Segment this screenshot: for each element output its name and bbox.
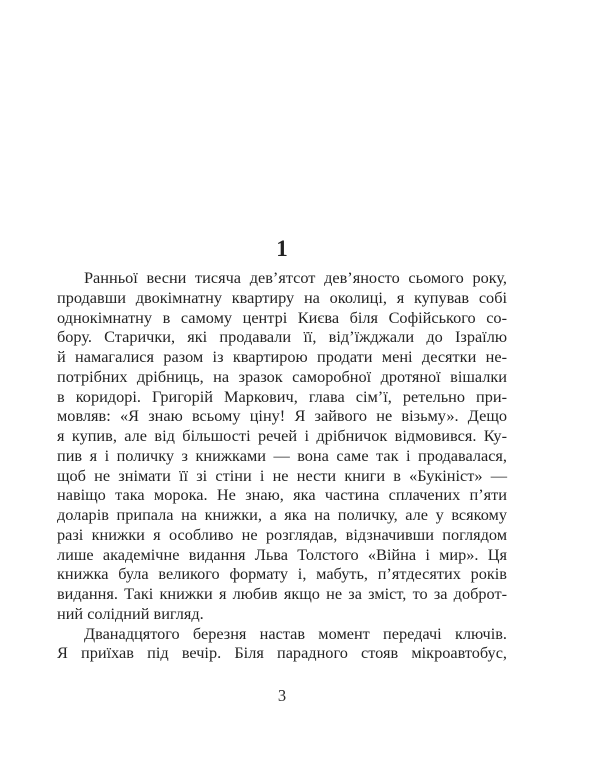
text-line: я купив, але від більшості речей і дрібничок відмовився. Ку- bbox=[57, 426, 507, 445]
text-block bbox=[57, 268, 507, 663]
text-line: потрібних дрібниць, на зразок саморобної дротяної вішалки bbox=[57, 366, 507, 386]
text-line: лише академічне видання Льва Толстого «Війна і мир». Ця bbox=[57, 544, 507, 564]
text-line: Дванадцятого березня настав момент передачі ключів. bbox=[84, 623, 507, 643]
text-line: Ранньої весни тисяча дев’ятсот дев’яносто сьомого року, bbox=[84, 268, 507, 287]
text-line: й намагалися разом із квартирою продати мені десятки не- bbox=[57, 347, 507, 366]
text-line: щоб не знімати її зі стіни і не нести книги в «Букініст» — bbox=[57, 465, 507, 485]
text-line: навіщо така морока. Не знаю, яка частина сплачених п’яти bbox=[57, 485, 507, 505]
text-line: разі книжки я особливо не розглядав, відзначивши поглядом bbox=[57, 524, 507, 544]
text-line: однокімнатну в самому центрі Києва біля Софійського со- bbox=[57, 307, 507, 327]
text-line: книжка була великого формату і, мабуть, п’ятдесятих років bbox=[57, 564, 507, 584]
text-line: видання. Такі книжки я любив якщо не за зміст, то за доброт- bbox=[57, 584, 507, 603]
text-line: продавши двокімнатну квартиру на околиці, я купував собі bbox=[57, 287, 507, 307]
text-line: в коридорі. Григорій Маркович, глава сім’ї, ретельно при- bbox=[57, 386, 507, 406]
page-number: 3 bbox=[277, 686, 287, 705]
text-line: пив я і поличку з книжками — вона саме так і продавалася, bbox=[57, 445, 507, 465]
text-line: мовляв: «Я знаю всьому ціну! Я зайвого не візьму». Дещо bbox=[57, 406, 507, 426]
chapter-number: 1 bbox=[276, 236, 288, 261]
text-line: доларів припала на книжки, а яка на поличку, але у всякому bbox=[57, 505, 507, 524]
text-line: ний солідний вигляд. bbox=[57, 603, 204, 623]
text-line: бору. Старички, які продавали її, від’їжджали до Ізраїлю bbox=[57, 327, 507, 347]
text-line: Я приїхав під вечір. Біля парадного стояв мікроавтобус, bbox=[57, 643, 507, 663]
